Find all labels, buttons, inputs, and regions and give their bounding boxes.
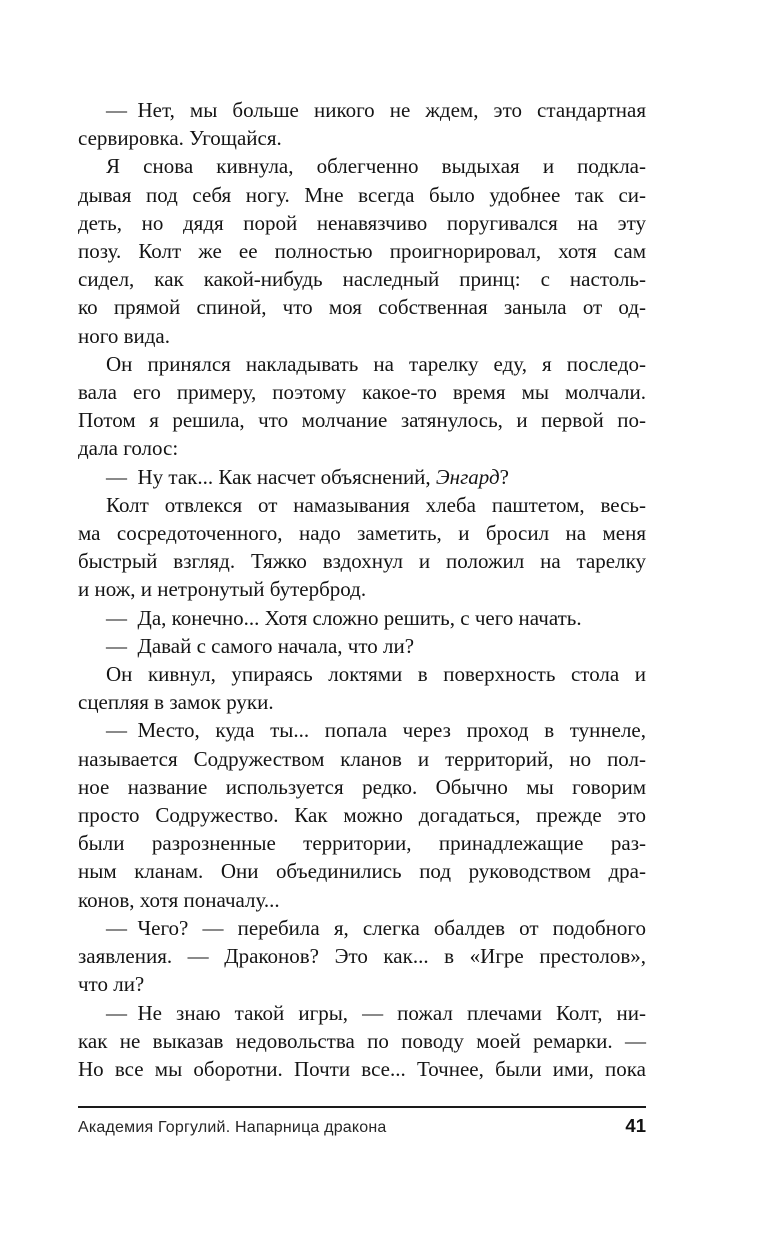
text-segment: ? (499, 464, 509, 489)
text-line (78, 96, 646, 124)
text-segment: — Чего? — перебила я, слегка обалдев от подобного (106, 915, 646, 940)
text-segment: — Не знаю такой игры, — пожал плечами Колт, ни- (106, 1000, 646, 1025)
text-line (78, 463, 646, 491)
text-segment: — Да, конечно... Хотя сложно решить, с чего начать. (106, 605, 582, 630)
text-segment: просто Содружество. Как можно догадаться, прежде это (78, 803, 646, 828)
text-line (78, 265, 646, 293)
text-line (78, 942, 646, 970)
text-segment: позу. Колт же ее полностью проигнорировал, хотя сам (78, 239, 646, 264)
text-line (78, 519, 646, 547)
text-segment: Он кивнул, упираясь локтями в поверхность стола и (106, 662, 646, 687)
text-line (78, 970, 646, 998)
text-segment: заявления. — Драконов? Это как... в «Игре престолов», (78, 944, 646, 969)
text-line (78, 575, 646, 603)
running-title: Академия Горгулий. Напарница дракона (78, 1119, 387, 1136)
text-line (78, 660, 646, 688)
italic-text: Энгард (435, 464, 500, 489)
text-line (78, 209, 646, 237)
footer-row (78, 1108, 646, 1137)
text-segment: сидел, как какой-нибудь наследный принц: с настоль- (78, 267, 646, 292)
page-text (78, 96, 646, 1083)
text-line (78, 632, 646, 660)
page-footer (78, 1106, 646, 1137)
text-line (78, 406, 646, 434)
text-line (78, 829, 646, 857)
text-segment: — Давай с самого начала, что ли? (106, 633, 415, 658)
text-segment: быстрый взгляд. Тяжко вздохнул и положил на тарелку (78, 549, 646, 574)
text-segment: были разрозненные территории, принадлежащие раз- (78, 831, 646, 856)
text-segment: Я снова кивнула, облегченно выдыхая и подкла- (106, 154, 646, 179)
text-segment: Он принялся накладывать на тарелку еду, я последо- (106, 351, 646, 376)
text-segment: — Нет, мы больше никого не ждем, это стандартная (106, 98, 646, 122)
text-line (78, 378, 646, 406)
page-number: 41 (625, 1115, 646, 1136)
text-segment: сервировка. Угощайся. (78, 126, 282, 151)
text-line (78, 491, 646, 519)
text-line (78, 181, 646, 209)
text-line (78, 237, 646, 265)
text-line (78, 914, 646, 942)
text-segment: ко прямой спиной, что моя собственная заныла от од- (78, 295, 646, 320)
text-segment: называется Содружеством кланов и территорий, но пол- (78, 746, 646, 771)
text-segment: дывая под себя ногу. Мне всегда было удобнее так си- (78, 182, 646, 207)
text-segment: — Место, куда ты... попала через проход в туннеле, (106, 718, 646, 743)
text-line (78, 716, 646, 744)
text-segment: и нож, и нетронутый бутерброд. (78, 577, 367, 602)
text-segment: Потом я решила, что молчание затянулось, и первой по- (78, 408, 646, 433)
text-segment: Колт отвлекся от намазывания хлеба паштетом, весь- (106, 492, 646, 517)
text-line (78, 1027, 646, 1055)
text-segment: вала его примеру, поэтому какое-то время мы молчали. (78, 380, 646, 405)
text-line (78, 293, 646, 321)
text-line (78, 604, 646, 632)
text-line (78, 1055, 646, 1083)
text-line (78, 857, 646, 885)
text-segment: что ли? (78, 972, 145, 997)
text-segment: ма сосредоточенного, надо заметить, и бросил на меня (78, 521, 646, 546)
text-segment: — Ну так... Как насчет объяснений, (106, 464, 436, 489)
text-segment: Но все мы оборотни. Почти все... Точнее, были ими, пока (78, 1056, 646, 1081)
text-segment: деть, но дядя порой ненавязчиво поругивался на эту (78, 210, 646, 235)
text-line (78, 350, 646, 378)
text-line (78, 801, 646, 829)
text-line (78, 434, 646, 462)
text-line (78, 886, 646, 914)
text-segment: как не выказав недовольства по поводу моей ремарки. — (78, 1028, 646, 1053)
text-line (78, 152, 646, 180)
text-segment: ное название используется редко. Обычно мы говорим (78, 774, 646, 799)
text-segment: сцепляя в замок руки. (78, 690, 274, 715)
text-segment: ным кланам. Они объединились под руководством дра- (78, 859, 646, 884)
text-line (78, 124, 646, 152)
text-line (78, 745, 646, 773)
text-line (78, 773, 646, 801)
text-line (78, 999, 646, 1027)
text-segment: дала голос: (78, 436, 179, 461)
text-line (78, 322, 646, 350)
text-segment: конов, хотя поначалу... (78, 887, 280, 912)
text-line (78, 547, 646, 575)
text-segment: ного вида. (78, 323, 170, 348)
text-line (78, 688, 646, 716)
